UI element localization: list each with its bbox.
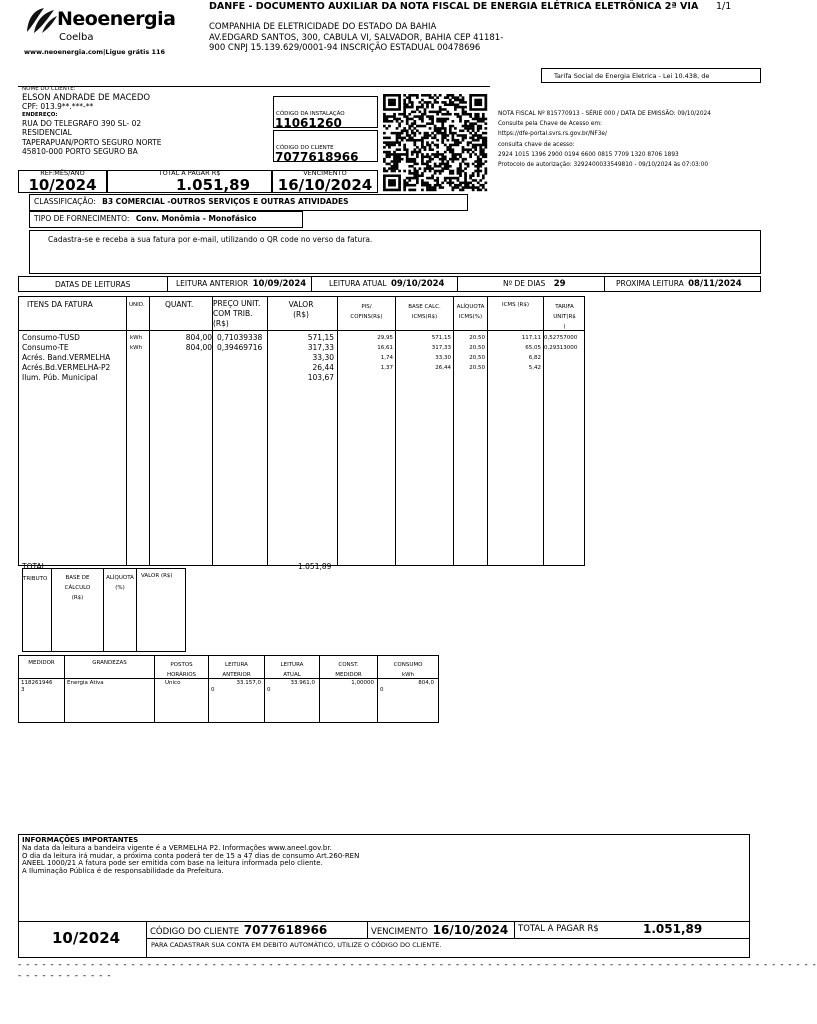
footer-debit-note: PARA CADASTRAR SUA CONTA EM DEBITO AUTOMÁTICO, UTILIZE O CÓDIGO DO CLIENTE. — [151, 941, 442, 949]
col-pis: PIS/ COFINS(R$) — [350, 304, 383, 320]
ref-month: 10/2024 — [28, 176, 97, 194]
cell-price: 0,39469716 — [217, 343, 263, 352]
cell-aliq: 20,50 — [469, 365, 485, 371]
total-label: TOTAL — [22, 562, 46, 571]
client-address-4: 45810-000 PORTO SEGURO BA — [22, 147, 138, 156]
cell-item: Acrés. Band.VERMELHA — [22, 353, 111, 362]
qr-code[interactable] — [383, 94, 487, 191]
client-code-box: CÓDIGO DO CLIENTE 7077618966 — [273, 130, 378, 162]
cell-pis: 16,61 — [377, 345, 393, 351]
sub-brand: Coelba — [59, 32, 94, 43]
meter-const: 1,00000 — [351, 680, 374, 686]
cell-icms: 65,05 — [525, 345, 541, 351]
qr-code-icon — [383, 94, 487, 191]
client-address-1: RUA DO TELEGRAFO 390 SL- 02 — [22, 119, 142, 128]
client-code: 7077618966 — [275, 150, 359, 164]
company-name: COMPANHIA DE ELETRICIDADE DO ESTADO DA BAHIA — [209, 22, 437, 32]
cell-base: 317,33 — [431, 345, 451, 351]
days-count: 29 — [553, 279, 566, 289]
logo — [24, 6, 176, 46]
cell-unid: kWh — [130, 335, 143, 341]
cell-item: Consumo-TUSD — [22, 333, 80, 342]
col-price: PREÇO UNIT. COM TRIB. (R$) — [213, 299, 261, 328]
cell-item: Consumo-TE — [22, 343, 69, 352]
nota-key-label: consulta chave de acesso: — [498, 141, 575, 148]
meter-consumption: 804,0 0 — [380, 680, 434, 693]
cell-valor: 317,33 — [307, 343, 334, 352]
client-cpf: CPF: 013.9**.***-** — [22, 102, 94, 111]
cell-aliq: 20,50 — [469, 345, 485, 351]
nota-fiscal-info — [498, 109, 711, 170]
readings-bar: DATAS DE LEITURAS LEITURA ANTERIOR 10/09/2024 LEITURA ATUAL 09/10/2024 Nº DE DIAS 29 PROXIMA LEITURA 08/11/2024 — [18, 276, 761, 292]
next-reading-date: 08/11/2024 — [688, 279, 742, 289]
meter-curr: 33.961,0 0 — [267, 680, 315, 693]
message-box: Cadastra-se e receba a sua fatura por e-mail, utilizando o QR code no verso da fatura. — [29, 230, 761, 274]
cell-unid: kWh — [130, 345, 143, 351]
footer-client-code: 7077618966 — [243, 923, 328, 937]
meter-prev: 33.157,0 0 — [211, 680, 261, 693]
footer-total: 1.051,89 — [643, 922, 703, 936]
cell-item: Ilum. Púb. Municipal — [22, 373, 98, 382]
client-name-label: NOME DO CLIENTE: — [22, 86, 76, 92]
page-number: 1/1 — [716, 1, 732, 12]
meter-table: MEDIDOR GRANDEZAS POSTOS HORÁRIOS LEITURA ANTERIOR LEITURA ATUAL CONST. MEDIDOR CONSUMO kWh 118261946 3 Energia Ativa Unico 33.157,0 0 33.961,0 0 1,00000 804,0 0 — [18, 655, 439, 723]
nota-access-key: 2924 1015 1396 2900 0194 6600 0815 7709 1320 8706 1893 — [498, 151, 679, 158]
col-unid: UNID. — [129, 302, 145, 308]
total-amount: 1.051,89 — [176, 176, 251, 194]
client-address-2: RESIDENCIAL — [22, 128, 72, 137]
supply-type-value: Conv. Monômia - Monofásico — [135, 214, 257, 223]
col-quant: QUANT. — [165, 300, 194, 309]
cut-line-2: - - - - - - - - - - - - — [18, 971, 112, 981]
meter-post: Unico — [165, 680, 181, 686]
cell-base: 571,15 — [431, 335, 451, 341]
installation-box: CÓDIGO DA INSTALAÇÃO 11061260 — [273, 96, 378, 128]
col-tarifa: TARIFA UNIT(R$ ) — [553, 304, 576, 330]
tarifa-social: Tarifa Social de Energia Eletrica - Lei 10.438, de — [541, 68, 761, 83]
total-value: 1.051,89 — [298, 562, 332, 571]
cell-icms: 5,42 — [528, 365, 541, 371]
client-top-line — [18, 86, 490, 87]
items-table — [18, 296, 585, 566]
footer-ref: 10/2024 — [52, 929, 121, 947]
cell-base: 26,44 — [435, 365, 451, 371]
col-icms: ICMS (R$) — [501, 302, 530, 308]
info-box: INFORMAÇÕES IMPORTANTES Na data da leitura a bandeira vigente é a VERMELHA P2. Informações www.aneel.gov.br. O dia da leitura irá mudar, a próxima conta poderá ter de 15 a 47 dias de consumo Art.260-REN ANEEL 1000/21 A fatura pode ser emitida com base na leitura informada pelo cliente. A Iluminação Pública é de responsabilidade da Prefeitura. — [18, 834, 750, 922]
cell-valor: 26,44 — [312, 363, 334, 372]
nota-number: NOTA FISCAL Nº 815770913 - SÉRIE 000 / DATA DE EMISSÃO: 09/10/2024 — [498, 111, 711, 117]
classification-value: B3 COMERCIAL -OUTROS SERVIÇOS E OUTRAS ATIVIDADES — [102, 197, 349, 206]
cell-pis: 29,95 — [377, 335, 393, 341]
cell-aliq: 20,50 — [469, 335, 485, 341]
col-item: ITENS DA FATURA — [27, 300, 93, 309]
footer-slip: 10/2024 CÓDIGO DO CLIENTE 7077618966 VENCIMENTO 16/10/2024 TOTAL A PAGAR R$ 1.051,89 PARA CADASTRAR SUA CONTA EM DEBITO AUTOMÁTICO, UTILIZE O CÓDIGO DO CLIENTE. — [18, 921, 750, 958]
cell-pis: 1,37 — [380, 365, 393, 371]
cut-line: - - - - - - - - - - - - - - - - - - - - - - - - - - - - - - - - - - - - - - - - - - - - - - - - - - - - - - - - - - - - - - - - - - - - - - - - - - - - - - - - - - - - - - - - - - - - - - - - - - - — [18, 960, 817, 970]
footer-due-date: 16/10/2024 — [432, 923, 509, 937]
cell-valor: 103,67 — [307, 373, 334, 382]
cell-tarifa: 0,52757000 — [544, 335, 578, 341]
nota-protocol: Protocolo de autorização: 3292400033549810 - 09/10/2024 às 07:03:00 — [498, 162, 709, 169]
doc-title: DANFE - DOCUMENTO AUXILIAR DA NOTA FISCAL DE ENERGIA ELÉTRICA ELETRÔNICA 2ª VIA — [209, 1, 699, 12]
tributo-table: TRIBUTO BASE DE CÁLCULO (R$) ALÍQUOTA (%) VALOR (R$) — [22, 568, 186, 652]
meter-id: 118261946 3 — [21, 680, 53, 693]
col-valor: VALOR (R$) — [288, 300, 314, 319]
col-base: BASE CALC. ICMS(R$) — [408, 304, 441, 320]
col-aliq: ALÍQUOTA ICMS(%) — [456, 304, 485, 320]
info-title: INFORMAÇÕES IMPORTANTES — [22, 836, 139, 844]
cell-base: 33,30 — [435, 355, 451, 361]
cell-item: Acrés.Bd.VERMELHA-P2 — [22, 363, 111, 372]
classification-box: CLASSIFICAÇÃO: B3 COMERCIAL -OUTROS SERVIÇOS E OUTRAS ATIVIDADES — [29, 194, 468, 211]
cell-valor: 33,30 — [312, 353, 334, 362]
cell-aliq: 20,50 — [469, 355, 485, 361]
total-box: TOTAL A PAGAR R$ 1.051,89 — [107, 170, 272, 193]
cell-icms: 6,82 — [528, 355, 541, 361]
cell-icms: 117,11 — [521, 335, 541, 341]
due-date-box: VENCIMENTO 16/10/2024 — [272, 170, 378, 193]
site-link[interactable]: www.neoenergia.com|Ligue grátis 116 — [24, 48, 166, 56]
brand-name: Neoenergia — [57, 8, 176, 30]
cell-quant: 804,00 — [185, 333, 212, 342]
leaf-logo-icon — [24, 6, 58, 34]
company-address: AV.EDGARD SANTOS, 300, CABULA VI, SALVADOR, BAHIA CEP 41181- — [209, 33, 504, 43]
cell-price: 0,71039338 — [217, 333, 263, 342]
company-cnpj: 900 CNPJ 15.139.629/0001-94 INSCRIÇÃO ESTADUAL 00478696 — [209, 43, 481, 53]
client-address-3: TAPERAPUAN/PORTO SEGURO NORTE — [22, 138, 162, 147]
installation-code: 11061260 — [275, 116, 342, 130]
prev-reading-date: 10/09/2024 — [252, 279, 307, 289]
cell-quant: 804,00 — [185, 343, 212, 352]
cell-tarifa: 0,29313000 — [544, 345, 578, 351]
cell-pis: 1,74 — [380, 355, 393, 361]
due-date: 16/10/2024 — [277, 176, 373, 194]
nota-consult-label: Consulte pela Chave de Acesso em: — [498, 121, 602, 128]
supply-type-box: TIPO DE FORNECIMENTO: Conv. Monômia - Monofásico — [29, 211, 303, 228]
cell-valor: 571,15 — [307, 333, 334, 342]
ref-month-box: REF:MÊS/ANO 10/2024 — [18, 170, 107, 193]
curr-reading-date: 09/10/2024 — [390, 279, 445, 289]
client-address-label: ENDEREÇO: — [22, 112, 58, 118]
nota-portal-link[interactable]: https://dfe-portal.svrs.rs.gov.br/NF3e/ — [498, 131, 607, 138]
meter-quantity: Energia Ativa — [67, 680, 104, 686]
client-name: ELSON ANDRADE DE MACEDO — [22, 93, 151, 103]
